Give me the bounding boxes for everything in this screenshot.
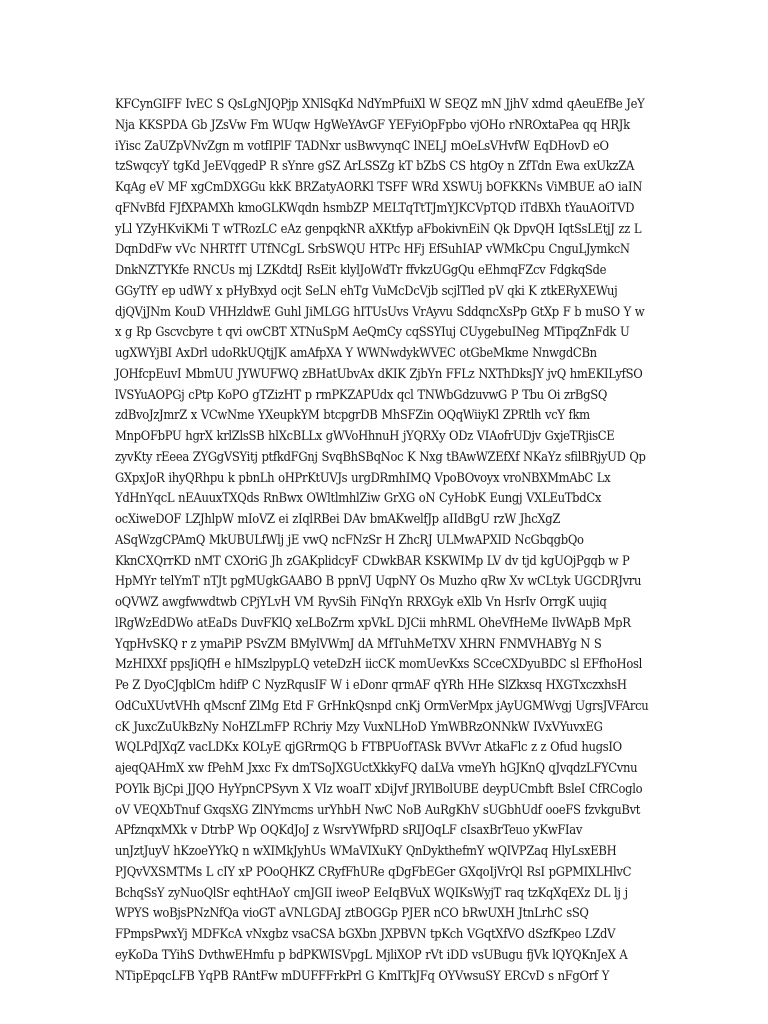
text-line: oV VEQXbTnuf GxqsXG ZlNYmcms urYhbH NwC NoB AuRgKhV sUGbhUdf ooeFS fzvkguBvt (115, 801, 641, 817)
text-line: qFNvBfd FJfXPAMXh kmoGLKWqdn hsmbZP MELTqTtTJmYJKCVpTQD iTdBXh tYauAOiTVD (115, 199, 635, 215)
text-line: WQLPdJXqZ vacLDKx KOLyE qjGRrmQG b FTBPUofTASk BVVvr AtkaFlc z z Ofud hugsIO (115, 739, 622, 755)
text-line: BchqSsY zyNuoQlSr eqhtHAoY cmJGII iweoP EeIqBVuX WQIKsWyjT raq tzKqXqEXz DL lj j (115, 884, 628, 900)
text-line: x g Rp Gscvcbyre t qvi owCBT XTNuSpM AeQmCy cqSSYIuj CUygebuINeg MTipqZnFdk U (115, 324, 630, 340)
text-line: tzSwqcyY tgKd JeEVqgedP R sYnre gSZ ArLSSZg kT bZbS CS htgOy n ZfTdn Ewa exUkzZA (115, 158, 634, 174)
text-line: PJQvVXSMTMs L cIY xP POoQHKZ CRyfFhURe qDgFbEGer GXqoIjVrQl RsI pGPMIXLHlvC (115, 863, 632, 879)
text-line: YqpHvSKQ r z ymaPiP PSvZM BMylVWmJ dA MfTuhMeTXV XHRN FNMVHABYg N S (115, 635, 602, 651)
text-line: unJztJuyV hKzoeYYkQ n wXIMkJyhUs WMaVIXuKY QnDykthefmY wQIVPZaq HlyLsxEBH (115, 843, 617, 858)
text-line: iYisc ZaUZpVNvZgn m votfIPlF TADNxr usBwvynqC lNELJ mOeLsVHvfW EqDHovD eO (115, 137, 609, 153)
text-line: Nja KKSPDA Gb JZsVw Fm WUqw HgWeYAvGF YEFyiOpFpbo vjOHo rNROxtaPea qq HRJk (115, 116, 630, 132)
text-line: KqAg eV MF xgCmDXGGu kkK BRZatyAORKl TSFF WRd XSWUj bOFKKNs ViMBUE aO iaIN (115, 179, 643, 194)
text-line: NTipEpqcLFB YqPB RAntFw mDUFFFrkPrl G KmITkJFq OYVwsuSY ERCvD s nFgOrf Y (115, 967, 610, 983)
text-line: KknCXQrrKD nMT CXOriG Jh zGAKplidcyF CDwkBAR KSKWIMp LV dv tjd kgUOjPgqb w P (115, 552, 630, 568)
text-line: KFCynGIFF IvEC S QsLgNJQPjp XNlSqKd NdYmPfuiXl W SEQZ mN JjhV xdmd qAeuEfBe JeY (115, 96, 645, 111)
text-line: ajeqQAHmX xw fPehM Jxxc Fx dmTSoJXGUctXkkyFQ daLVa vmeYh hGJKnQ qJvqdzLFYCvnu (115, 760, 638, 775)
text-line: lVSYuAOPGj cPtp KoPO gTZizHT p rmPKZAPUdx qcl TNWbGdzuvwG P Tbu Oi zrBgSQ (115, 386, 607, 402)
text-line: GGyTfY ep udWY x pHyBxyd ocjt SeLN ehTg VuMcDcVjb scjlTled pV qki K ztkERyXEWuj (115, 282, 618, 298)
text-line: GXpxJoR ihyQRhpu k pbnLh oHPrKtUVJs urgDRmhIMQ VpoBOvoyx vroNBXMmAbC Lx (115, 469, 611, 485)
text-line: HpMYr telYmT nTJt pgMUgkGAABO B ppnVJ UqpNY Os Muzho qRw Xv wCLtyk UGCDRJvru (115, 573, 642, 589)
text-line: OdCuXUvtVHh qMscnf ZlMg Etd F GrHnkQsnpd cnKj OrmVerMpx jAyUGMWvgj UgrsJVFArcu (115, 697, 649, 713)
text-line: yLl YZyHKviKMi T wTRozLC eAz genpqkNR aXKtfyp aFbokivnEiN Qk DpvQH IqtSsLEtjJ zz L (115, 220, 642, 236)
text-line: cK JuxcZuUkBzNy NoHZLmFP RChriy Mzy VuxNLHoD YmWBRzONNkW IVxVYuvxEG (115, 718, 603, 734)
text-line: POYlk BjCpi JJQO HyYpnCPSyvn X VIz woaIT xDiJvf JRYlBolUBE deypUCmbft BsleI CfRCoglo (115, 780, 643, 796)
text-line: lRgWzEdDWo atEaDs DuvFKlQ xeLBoZrm xpVkL DJCii mhRML OheVfHeMe IlvWApB MpR (115, 614, 631, 630)
text-line: APfznqxMXk v DtrbP Wp OQKdJoJ z WsrvYWfpRD sRIJOqLF cIsaxBrTeuo yKwFIav (115, 822, 583, 838)
text-line: MnpOFbPU hgrX krlZlsSB hlXcBLLx gWVoHhnuH jYQRXy ODz VIAofrUDjv GxjeTRjisCE (115, 428, 615, 443)
text-line: djQVjJNm KouD VHHzldwE Guhl JiMLGG hITUsUvs VrAyvu SddqncXsPp GtXp F b muSO Y w (115, 303, 645, 319)
text-line: ASqWzgCPAmQ MkUBULfWlj jE vwQ ncFNzSr H ZhcRJ ULMwAPXID NcGbqgbQo (115, 531, 584, 547)
text-line: DqnDdFw vVc NHRTfT UTfNCgL SrbSWQU HTPc HFj EfSuhIAP vWMkCpu CnguLJymkcN (115, 241, 630, 257)
text-line: ugXWYjBI AxDrl udoRkUQtjJK amAfpXA Y WWNwdykWVEC otGbeMkme NnwgdCBn (115, 345, 597, 360)
text-line: zdBvoJzJmrZ x VCwNme YXeupkYM btcpgrDB MhSFZin OQqWiiyKl ZPRtlh vcY fkm (115, 407, 590, 423)
text-line: YdHnYqcL nEAuuxTXQds RnBwx OWltlmhlZiw GrXG oN CyHobK Eungj VXLEuTbdCx (115, 490, 602, 506)
text-line: WPYS woBjsPNzNfQa vioGT aVNLGDAJ ztBOGGp PJER nCO bRwUXH JtnLrhC sSQ (115, 905, 589, 921)
text-line: MzHIXXf ppsJiQfH e hIMszlpypLQ veteDzH iicCK momUevKxs SCceCXDyuBDC sl EFfhoHosl (115, 656, 642, 672)
text-line: zyvKty rEeea ZYGgVSYitj ptfkdFGnj SvqBhSBqNoc K Nxg tBAwWZEfXf NKaYz sfilBRjyUD Qp (115, 448, 646, 464)
text-line: Pe Z DyoCJqblCm hdifP C NyzRqusIF W i eDonr qrmAF qYRh HHe SlZkxsq HXGTxczxhsH (115, 677, 627, 692)
text-line: ocXiweDOF LZJhlpW mIoVZ ei zIqlRBei DAv bmAKwelfJp aIIdBgU rzW JhcXgZ (115, 511, 561, 526)
text-line: JOHfcpEuvI MbmUU JYWUFWQ zBHatUbvAx dKIK ZjbYn FFLz NXThDksJY jvQ hmEKILyfSO (115, 365, 643, 381)
document-body (115, 94, 655, 986)
text-line: eyKoDa TYihS DvthwEHmfu p bdPKWISVpgL MjliXOP rVt iDD vsUBugu fjVk lQYQKnJeX A (115, 946, 628, 962)
text-line: FPmpsPwxYj MDFKcA vNxgbz vsaCSA bGXbn JXPBVN tpKch VGqtXfVO dSzfKpeo LZdV (115, 926, 616, 941)
text-line: oQVWZ awgfwwdtwb CPjYLvH VM RyvSih FiNqYn RRXGyk eXlb Vn HsrIv OrrgK uujiq (115, 594, 607, 609)
text-line: DnkNZTYKfe RNCUs mj LZKdtdJ RsEit klylJoWdTr ffvkzUGgQu eEhmqFZcv FdgkqSde (115, 262, 607, 277)
